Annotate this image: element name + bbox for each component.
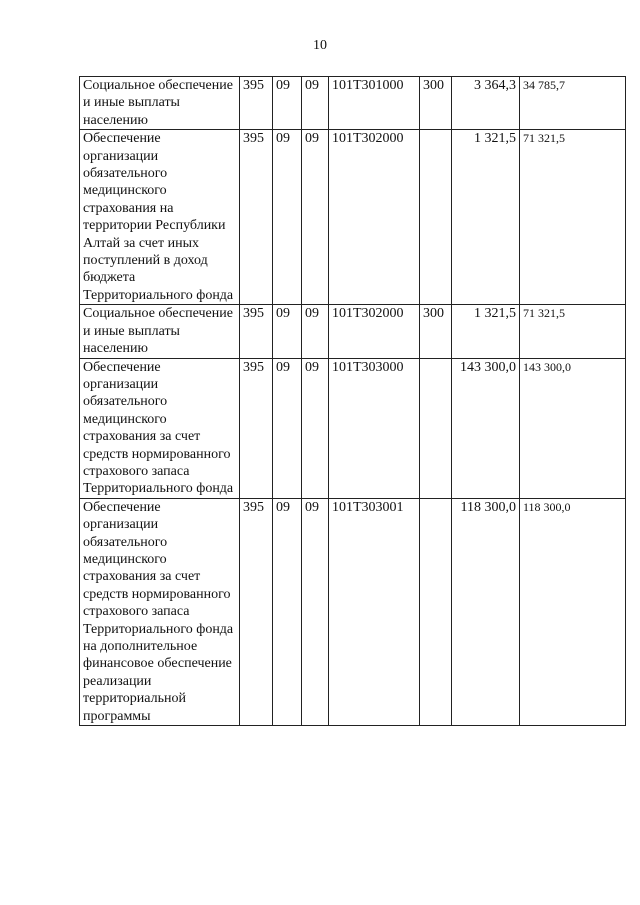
row-subsection: 09	[302, 130, 329, 305]
row-section: 09	[273, 77, 302, 130]
row-code: 395	[240, 130, 273, 305]
row-section: 09	[273, 498, 302, 725]
row-code: 395	[240, 305, 273, 358]
row-value-1: 118 300,0	[452, 498, 520, 725]
row-expense-type	[420, 498, 452, 725]
table-row	[80, 358, 626, 498]
table-row	[80, 130, 626, 305]
row-value-2: 71 321,5	[520, 130, 626, 305]
row-subsection: 09	[302, 77, 329, 130]
row-name: Социальное обеспечение и иные выплаты населению	[80, 305, 240, 358]
row-code: 395	[240, 498, 273, 725]
row-value-2: 34 785,7	[520, 77, 626, 130]
row-target-article: 101Т301000	[329, 77, 420, 130]
row-value-1: 3 364,3	[452, 77, 520, 130]
row-target-article: 101Т302000	[329, 130, 420, 305]
row-code: 395	[240, 77, 273, 130]
row-name: Обеспечение организации обязательного медицинского страхования за счет средств нормированного страхового запаса Территориального фонда	[80, 358, 240, 498]
row-name: Обеспечение организации обязательного медицинского страхования на территории Республики Алтай за счет иных поступлений в доход бюджета Территориального фонда	[80, 130, 240, 305]
budget-table	[79, 76, 626, 726]
row-value-2: 143 300,0	[520, 358, 626, 498]
row-section: 09	[273, 358, 302, 498]
row-subsection: 09	[302, 498, 329, 725]
table-row	[80, 77, 626, 130]
table-row	[80, 305, 626, 358]
row-code: 395	[240, 358, 273, 498]
row-target-article: 101Т303001	[329, 498, 420, 725]
row-name: Социальное обеспечение и иные выплаты населению	[80, 77, 240, 130]
row-expense-type: 300	[420, 77, 452, 130]
row-target-article: 101Т302000	[329, 305, 420, 358]
row-value-1: 1 321,5	[452, 130, 520, 305]
row-section: 09	[273, 305, 302, 358]
row-expense-type	[420, 358, 452, 498]
row-expense-type: 300	[420, 305, 452, 358]
table-row	[80, 498, 626, 725]
row-name: Обеспечение организации обязательного медицинского страхования за счет средств нормированного страхового запаса Территориального фонда на дополнительное финансовое обеспечение реализации территориальной программы	[80, 498, 240, 725]
row-expense-type	[420, 130, 452, 305]
row-subsection: 09	[302, 305, 329, 358]
row-target-article: 101Т303000	[329, 358, 420, 498]
row-value-1: 143 300,0	[452, 358, 520, 498]
row-section: 09	[273, 130, 302, 305]
page-number: 10	[313, 38, 327, 53]
row-value-2: 71 321,5	[520, 305, 626, 358]
row-subsection: 09	[302, 358, 329, 498]
row-value-1: 1 321,5	[452, 305, 520, 358]
row-value-2: 118 300,0	[520, 498, 626, 725]
